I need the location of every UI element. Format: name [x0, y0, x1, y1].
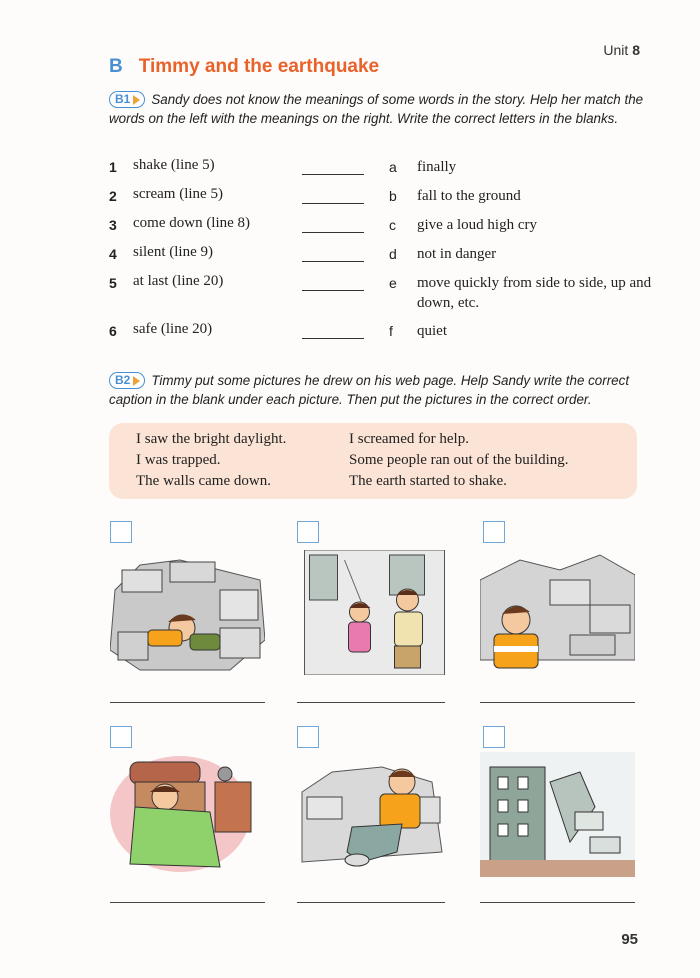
- order-checkbox[interactable]: [110, 521, 132, 543]
- page-number: 95: [621, 931, 638, 948]
- unit-label: Unit 8: [603, 42, 640, 58]
- section-title: [109, 56, 379, 78]
- answer-blank[interactable]: [302, 290, 364, 291]
- b2-badge: B2: [109, 372, 145, 389]
- match-row: 4 silent (line 9) d not in danger: [109, 244, 654, 273]
- b1-badge: B1: [109, 91, 145, 108]
- answer-blank[interactable]: [302, 261, 364, 262]
- caption-box: [109, 423, 637, 499]
- answer-blank[interactable]: [302, 338, 364, 339]
- caption: I was trapped.: [136, 452, 221, 468]
- order-checkbox[interactable]: [297, 521, 319, 543]
- term: silent (line 9): [133, 244, 213, 260]
- caption: I screamed for help.: [349, 431, 469, 447]
- meaning: quiet: [417, 323, 447, 339]
- caption-answer-line[interactable]: [110, 702, 265, 703]
- caption-answer-line[interactable]: [480, 702, 635, 703]
- caption: The earth started to shake.: [349, 473, 507, 489]
- answer-blank[interactable]: [302, 232, 364, 233]
- answer-blank[interactable]: [302, 203, 364, 204]
- caption: Some people ran out of the building.: [349, 452, 569, 468]
- section-title-text: Timmy and the earthquake: [138, 56, 380, 77]
- matching-table: [109, 157, 654, 350]
- section-letter: B: [109, 56, 123, 77]
- term: come down (line 8): [133, 215, 251, 231]
- meaning: not in danger: [417, 246, 497, 262]
- play-triangle-icon: [133, 95, 140, 105]
- meaning: finally: [417, 159, 457, 175]
- term: at last (line 20): [133, 273, 224, 289]
- b1-instruction: B1 Sandy does not know the meanings of some words in the story. Help her match the words on the left with the meanings on the right. Write the correct letters in the blanks.: [109, 92, 644, 126]
- order-checkbox[interactable]: [110, 726, 132, 748]
- picture-bed-shaking: [110, 752, 265, 877]
- picture-trapped: [110, 550, 265, 675]
- term: shake (line 5): [133, 157, 215, 173]
- play-triangle-icon: [133, 376, 140, 386]
- match-row: 1 shake (line 5) a finally: [109, 157, 654, 186]
- order-checkbox[interactable]: [483, 521, 505, 543]
- meaning: fall to the ground: [417, 188, 521, 204]
- match-row: 2 scream (line 5) b fall to the ground: [109, 186, 654, 215]
- term: safe (line 20): [133, 321, 213, 337]
- picture-building-collapse: [480, 752, 635, 877]
- answer-blank[interactable]: [302, 174, 364, 175]
- caption-answer-line[interactable]: [110, 902, 265, 903]
- order-checkbox[interactable]: [483, 726, 505, 748]
- picture-daylight: [480, 550, 635, 675]
- caption-answer-line[interactable]: [297, 702, 445, 703]
- picture-people-running: [297, 550, 452, 675]
- match-row: 6 safe (line 20) f quiet: [109, 321, 654, 350]
- caption-answer-line[interactable]: [480, 902, 635, 903]
- order-checkbox[interactable]: [297, 726, 319, 748]
- meaning: move quickly from side to side, up and down, etc.: [417, 275, 652, 311]
- b2-instruction: B2 Timmy put some pictures he drew on his web page. Help Sandy write the correct caption in the blank under each picture. Then put the pictures in the correct order.: [109, 373, 630, 407]
- caption-column-right: [349, 429, 569, 492]
- caption-answer-line[interactable]: [297, 902, 445, 903]
- caption-column-left: [136, 429, 286, 492]
- caption: The walls came down.: [136, 473, 271, 489]
- picture-boy-fallen: [297, 752, 452, 877]
- term: scream (line 5): [133, 186, 223, 202]
- match-row: 3 come down (line 8) c give a loud high cry: [109, 215, 654, 244]
- meaning: give a loud high cry: [417, 217, 537, 233]
- caption: I saw the bright daylight.: [136, 431, 287, 447]
- match-row: 5 at last (line 20) e move quickly from side to side, up and down, etc.: [109, 273, 654, 321]
